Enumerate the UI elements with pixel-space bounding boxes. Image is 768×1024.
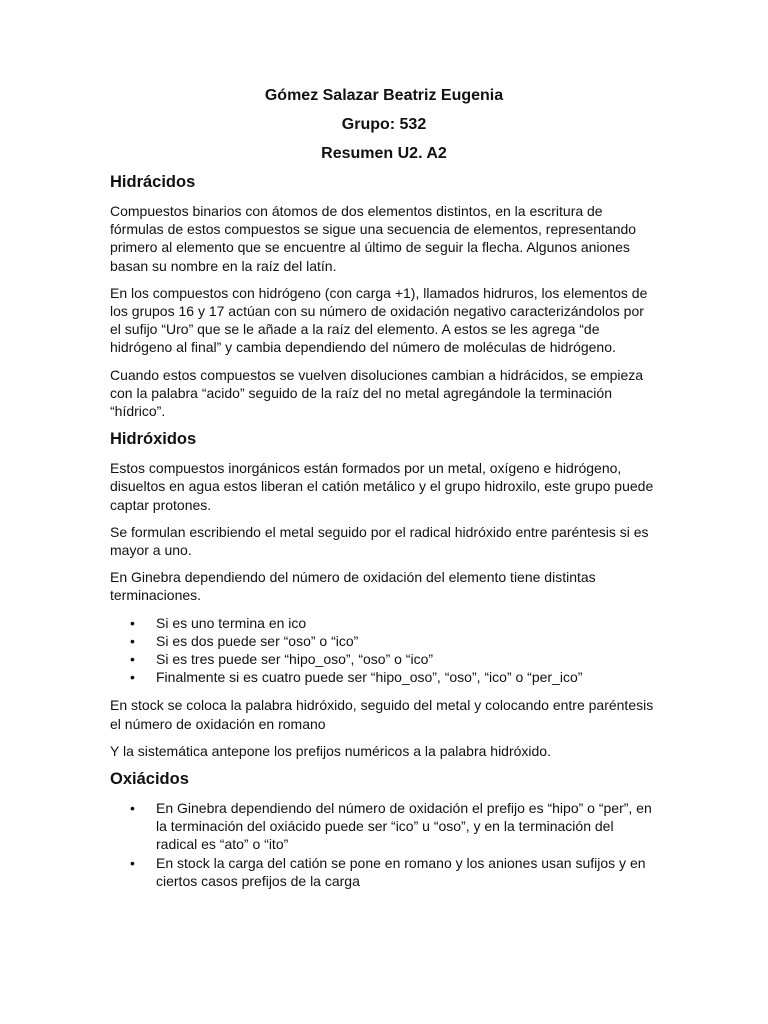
list-item: • En Ginebra dependiendo del número de oxidación el prefijo es “hipo” o “per”, en la terminación del oxiácido puede ser “ico” u “oso”, y en la terminación del radical es “ato” o “ito” bbox=[110, 799, 658, 854]
list-item: • Finalmente si es cuatro puede ser “hipo_oso”, “oso”, “ico” o “per_ico” bbox=[110, 668, 658, 686]
section-heading-hidracidos: Hidrácidos bbox=[110, 173, 196, 191]
paragraph: Compuestos binarios con átomos de dos elementos distintos, en la escritura de fórmulas de estos compuestos se sigue una secuencia de elementos, representando primero al elemento que se encuentre al último de seguir la flecha. Algunos aniones basan su nombre en la raíz del latín. bbox=[110, 203, 637, 274]
section-heading-hidroxidos: Hidróxidos bbox=[110, 430, 197, 449]
paragraph: En stock se coloca la palabra hidróxido, seguido del metal y colocando entre paréntesis el número de oxidación en romano bbox=[110, 697, 654, 732]
summary-title: Resumen U2. A2 bbox=[321, 145, 447, 162]
list-item: • Si es tres puede ser “hipo_oso”, “oso” o “ico” bbox=[110, 650, 658, 668]
list-item: • Si es dos puede ser “oso” o “ico” bbox=[110, 632, 658, 650]
bullet-list bbox=[110, 799, 658, 890]
paragraph: Cuando estos compuestos se vuelven disoluciones cambian a hidrácidos, se empieza con la palabra “acido” seguido de la raíz del no metal agregándole la terminación “hídrico”. bbox=[110, 366, 644, 420]
list-item: • En stock la carga del catión se pone en romano y los aniones usan sufijos y en ciertos casos prefijos de la carga bbox=[110, 854, 658, 890]
bullet-list bbox=[110, 614, 658, 687]
document-page bbox=[110, 86, 658, 890]
section-heading-oxiacidos: Oxiácidos bbox=[110, 770, 189, 789]
paragraph: En los compuestos con hidrógeno (con carga +1), llamados hidruros, los elementos de los grupos 16 y 17 actúan con su número de oxidación negativo caracterizándolos por el sufijo “Uro” que se le añade a la raíz del elemento. A estos se les agrega “de hidrógeno al final” y cambia dependiendo del número de moléculas de hidrógeno. bbox=[110, 284, 648, 356]
paragraph: Se formulan escribiendo el metal seguido por el radical hidróxido entre paréntesis si es mayor a uno. bbox=[110, 523, 649, 559]
paragraph: Estos compuestos inorgánicos están formados por un metal, oxígeno e hidrógeno, disueltos en agua estos liberan el catión metálico y el grupo hidroxilo, este grupo puede captar protones. bbox=[110, 460, 654, 513]
paragraph: Y la sistemática antepone los prefijos numéricos a la palabra hidróxido. bbox=[110, 742, 551, 759]
paragraph: En Ginebra dependiendo del número de oxidación del elemento tiene distintas terminaciones. bbox=[110, 569, 596, 604]
author-name: Gómez Salazar Beatriz Eugenia bbox=[264, 87, 504, 104]
group-number: Grupo: 532 bbox=[341, 116, 427, 133]
list-item: • Si es uno termina en ico bbox=[110, 614, 658, 632]
